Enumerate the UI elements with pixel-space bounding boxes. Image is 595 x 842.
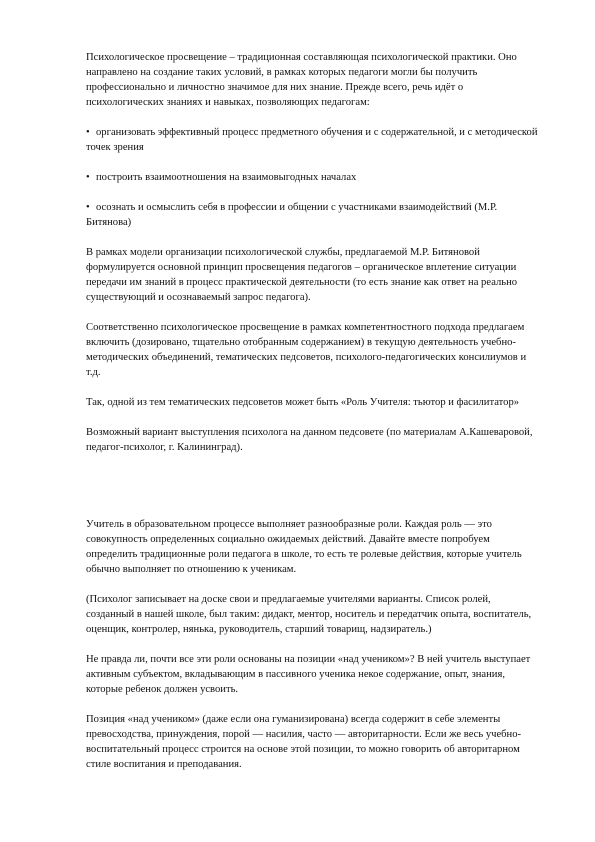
competence-paragraph: Соответственно психологическое просвещение в рамках компетентностного подхода предлагаем включить (дозировано, тщательно отобранным содержанием) в текущую деятельность учебно-методических объединений, тематических педсоветов, психолого-педагогических консилиумов и т.д.	[86, 322, 527, 378]
bullet-item	[86, 125, 538, 155]
bullet-text: построить взаимоотношения на взаимовыгодных началах	[96, 172, 357, 183]
authoritarian-paragraph: Позиция «над учеником» (даже если она гуманизирована) всегда содержит в себе элементы превосходства, принуждения, порой — насилия, часто — авторитарности. Если же весь учебно-воспитательный процесс строится на основе этой позиции, то можно говорить об авторитарном стиле воспитания и преподавания.	[86, 714, 522, 770]
bullet-icon: •	[86, 202, 90, 213]
section-spacer	[86, 470, 538, 517]
bullet-icon: •	[86, 127, 90, 138]
topic-paragraph: Так, одной из тем тематических педсоветов может быть «Роль Учителя: тьютор и фасилитатор»	[86, 397, 520, 408]
model-paragraph: В рамках модели организации психологической службы, предлагаемой М.Р. Битяновой формулируется основной принцип просвещения педагогов – органическое вплетение ситуации передачи им знаний в процесс практической деятельности (то есть знание как ответ на реально существующий и осознаваемый запрос педагога).	[86, 247, 518, 303]
bullet-icon: •	[86, 172, 90, 183]
position-question-paragraph: Не правда ли, почти все эти роли основаны на позиции «над учеником»? В ней учитель выступает активным субъектом, вкладывающим в пассивного ученика некое содержание, опыт, знания, которые ребенок должен усвоить.	[86, 654, 531, 695]
bullet-text: организовать эффективный процесс предметного обучения и с содержательной, и с методической точек зрения	[86, 127, 538, 153]
roles-list-paragraph: (Психолог записывает на доске свои и предлагаемые учителями варианты. Список ролей, созданный в нашей школе, был таким: дидакт, ментор, носитель и передатчик опыта, воспитатель, оценщик, контролер, нянька, руководитель, старший товарищ, надзиратель.)	[86, 594, 532, 635]
intro-paragraph: Психологическое просвещение – традиционная составляющая психологической практики. Оно направлено на создание таких условий, в рамках которых педагоги могли бы получить профессионально и личностно значимое для них знание. Прежде всего, речь идёт о психологических знаниях и навыках, позволяющих педагогам:	[86, 52, 517, 108]
bullet-item	[86, 200, 538, 230]
bullet-text: осознать и осмыслить себя в профессии и общении с участниками взаимодействий (М.Р. Битянова)	[86, 202, 498, 228]
speech-source-paragraph: Возможный вариант выступления психолога на данном педсовете (по материалам А.Кашеваровой, педагог-психолог, г. Калининград).	[86, 427, 533, 453]
bullet-item	[86, 170, 538, 185]
document-page	[86, 50, 538, 787]
teacher-roles-paragraph: Учитель в образовательном процессе выполняет разнообразные роли. Каждая роль — это совокупность определенных социально ожидаемых действий. Давайте вместе попробуем определить традиционные роли педагога в школе, то есть те ролевые действия, которые учитель обычно выполняет по отношению к ученикам.	[86, 519, 522, 575]
